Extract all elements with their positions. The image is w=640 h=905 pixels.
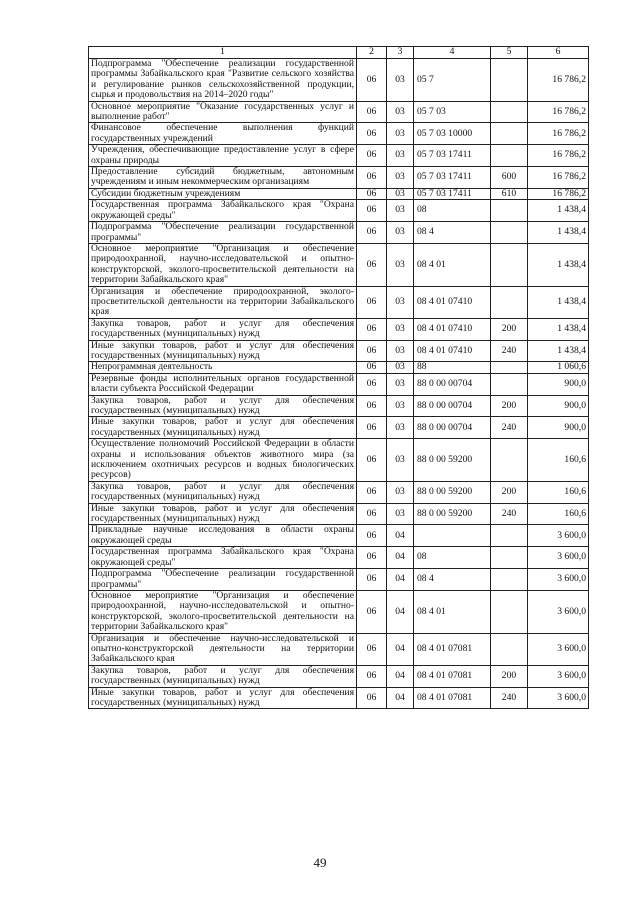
row-name-cell: Организация и обеспечение научно-исследовательской и опытно-конструкторской деятельности на территории Забайкальского края (89, 633, 357, 665)
expense-type-cell: 200 (491, 665, 528, 687)
subsection-cell: 03 (387, 222, 414, 244)
expense-type-cell (491, 547, 528, 569)
amount-cell: 3 600,0 (528, 547, 589, 569)
expense-type-cell: 200 (491, 395, 528, 417)
amount-cell: 160,6 (528, 503, 589, 525)
amount-cell: 1 438,4 (528, 200, 589, 222)
section-cell: 06 (357, 481, 387, 503)
target-article-cell: 05 7 03 10000 (414, 123, 491, 145)
amount-cell: 3 600,0 (528, 590, 589, 633)
section-cell: 06 (357, 373, 387, 395)
table-row (89, 687, 589, 709)
column-header-1: 1 (89, 47, 357, 59)
expense-type-cell: 240 (491, 687, 528, 709)
expense-type-cell (491, 101, 528, 123)
column-header-4: 4 (414, 47, 491, 59)
section-cell: 06 (357, 439, 387, 482)
row-name-cell: Подпрограмма "Обеспечение реализации государственной программы" (89, 569, 357, 591)
target-article-cell: 05 7 03 17411 (414, 188, 491, 199)
subsection-cell: 04 (387, 590, 414, 633)
table-row (89, 362, 589, 373)
amount-cell: 3 600,0 (528, 633, 589, 665)
section-cell: 06 (357, 362, 387, 373)
subsection-cell: 03 (387, 200, 414, 222)
expense-type-cell (491, 123, 528, 145)
amount-cell: 3 600,0 (528, 665, 589, 687)
table-row (89, 101, 589, 123)
target-article-cell: 05 7 03 (414, 101, 491, 123)
subsection-cell: 03 (387, 503, 414, 525)
expense-type-cell: 240 (491, 417, 528, 439)
row-name-cell: Иные закупки товаров, работ и услуг для обеспечения государственных (муниципальных) нужд (89, 417, 357, 439)
subsection-cell: 03 (387, 101, 414, 123)
section-cell: 06 (357, 318, 387, 340)
budget-table (88, 46, 589, 709)
section-cell: 06 (357, 665, 387, 687)
table-row (89, 167, 589, 189)
expense-type-cell: 610 (491, 188, 528, 199)
target-article-cell: 08 4 01 07410 (414, 340, 491, 362)
row-name-cell: Закупка товаров, работ и услуг для обеспечения государственных (муниципальных) нужд (89, 481, 357, 503)
section-cell: 06 (357, 101, 387, 123)
expense-type-cell: 600 (491, 167, 528, 189)
target-article-cell: 08 4 01 07081 (414, 633, 491, 665)
subsection-cell: 03 (387, 188, 414, 199)
amount-cell: 16 786,2 (528, 123, 589, 145)
target-article-cell: 08 4 01 07081 (414, 665, 491, 687)
expense-type-cell (491, 569, 528, 591)
expense-type-cell (491, 525, 528, 547)
table-row (89, 481, 589, 503)
amount-cell: 160,6 (528, 481, 589, 503)
subsection-cell: 03 (387, 286, 414, 318)
section-cell: 06 (357, 243, 387, 286)
section-cell: 06 (357, 395, 387, 417)
amount-cell: 900,0 (528, 373, 589, 395)
subsection-cell: 03 (387, 395, 414, 417)
target-article-cell: 88 0 00 00704 (414, 395, 491, 417)
row-name-cell: Подпрограмма "Обеспечение реализации государственной программы Забайкальского края "Развитие сельского хозяйства и регулирование рынков сельскохозяйственной продукции, сырья и продовольствия на 2014–2020 годы" (89, 59, 357, 102)
amount-cell: 16 786,2 (528, 101, 589, 123)
subsection-cell: 04 (387, 547, 414, 569)
target-article-cell: 88 0 00 59200 (414, 503, 491, 525)
section-cell: 06 (357, 188, 387, 199)
table-row (89, 569, 589, 591)
section-cell: 06 (357, 569, 387, 591)
section-cell: 06 (357, 286, 387, 318)
table-row (89, 547, 589, 569)
target-article-cell: 08 (414, 200, 491, 222)
expense-type-cell (491, 222, 528, 244)
row-name-cell: Предоставление субсидий бюджетным, автономным учреждениям и иным некоммерческим организациям (89, 167, 357, 189)
expense-type-cell (491, 243, 528, 286)
section-cell: 06 (357, 525, 387, 547)
table-row (89, 318, 589, 340)
section-cell: 06 (357, 200, 387, 222)
amount-cell: 1 060,6 (528, 362, 589, 373)
subsection-cell: 03 (387, 417, 414, 439)
amount-cell: 900,0 (528, 417, 589, 439)
table-row (89, 373, 589, 395)
section-cell: 06 (357, 547, 387, 569)
section-cell: 06 (357, 340, 387, 362)
table-row (89, 286, 589, 318)
table-row (89, 633, 589, 665)
amount-cell: 1 438,4 (528, 340, 589, 362)
amount-cell: 1 438,4 (528, 286, 589, 318)
amount-cell: 16 786,2 (528, 145, 589, 167)
row-name-cell: Резервные фонды исполнительных органов государственной власти субъекта Российской Федерации (89, 373, 357, 395)
table-row (89, 525, 589, 547)
subsection-cell: 03 (387, 340, 414, 362)
row-name-cell: Основное мероприятие "Организация и обеспечение природоохранной, научно-исследовательской и опытно-конструкторской, эколого-просветительской деятельности на территории Забайкальского края" (89, 243, 357, 286)
page-number: 49 (313, 855, 327, 870)
subsection-cell: 03 (387, 243, 414, 286)
section-cell: 06 (357, 167, 387, 189)
section-cell: 06 (357, 503, 387, 525)
amount-cell: 900,0 (528, 395, 589, 417)
table-row (89, 395, 589, 417)
expense-type-cell (491, 286, 528, 318)
subsection-cell: 03 (387, 439, 414, 482)
amount-cell: 3 600,0 (528, 569, 589, 591)
section-cell: 06 (357, 590, 387, 633)
table-row (89, 590, 589, 633)
target-article-cell: 08 4 01 (414, 243, 491, 286)
amount-cell: 1 438,4 (528, 318, 589, 340)
row-name-cell: Закупка товаров, работ и услуг для обеспечения государственных (муниципальных) нужд (89, 665, 357, 687)
row-name-cell: Организация и обеспечение природоохранной, эколого-просветительской деятельности на территории Забайкальского края (89, 286, 357, 318)
section-cell: 06 (357, 145, 387, 167)
amount-cell: 1 438,4 (528, 243, 589, 286)
target-article-cell: 88 0 00 00704 (414, 373, 491, 395)
expense-type-cell (491, 633, 528, 665)
table-row (89, 123, 589, 145)
table-row (89, 243, 589, 286)
row-name-cell: Субсидии бюджетным учреждениям (89, 188, 357, 199)
row-name-cell: Закупка товаров, работ и услуг для обеспечения государственных (муниципальных) нужд (89, 318, 357, 340)
row-name-cell: Основное мероприятие "Организация и обеспечение природоохранной, научно-исследовательской и опытно-конструкторской, эколого-просветительской деятельности на территории Забайкальского края" (89, 590, 357, 633)
table-row (89, 503, 589, 525)
row-name-cell: Иные закупки товаров, работ и услуг для обеспечения государственных (муниципальных) нужд (89, 340, 357, 362)
column-header-2: 2 (357, 47, 387, 59)
expense-type-cell: 240 (491, 340, 528, 362)
subsection-cell: 03 (387, 373, 414, 395)
section-cell: 06 (357, 222, 387, 244)
section-cell: 06 (357, 687, 387, 709)
subsection-cell: 04 (387, 633, 414, 665)
amount-cell: 1 438,4 (528, 222, 589, 244)
section-cell: 06 (357, 633, 387, 665)
target-article-cell: 08 4 01 07081 (414, 687, 491, 709)
target-article-cell: 88 0 00 59200 (414, 439, 491, 482)
subsection-cell: 04 (387, 687, 414, 709)
table-row (89, 439, 589, 482)
row-name-cell: Закупка товаров, работ и услуг для обеспечения государственных (муниципальных) нужд (89, 395, 357, 417)
target-article-cell: 08 4 (414, 569, 491, 591)
amount-cell: 16 786,2 (528, 167, 589, 189)
amount-cell: 3 600,0 (528, 525, 589, 547)
target-article-cell: 08 4 01 07410 (414, 318, 491, 340)
expense-type-cell (491, 373, 528, 395)
expense-type-cell (491, 200, 528, 222)
target-article-cell: 05 7 03 17411 (414, 167, 491, 189)
amount-cell: 16 786,2 (528, 188, 589, 199)
row-name-cell: Подпрограмма "Обеспечение реализации государственной программы" (89, 222, 357, 244)
amount-cell: 160,6 (528, 439, 589, 482)
section-cell: 06 (357, 417, 387, 439)
row-name-cell: Иные закупки товаров, работ и услуг для обеспечения государственных (муниципальных) нужд (89, 687, 357, 709)
section-cell: 06 (357, 123, 387, 145)
expense-type-cell: 240 (491, 503, 528, 525)
expense-type-cell (491, 362, 528, 373)
subsection-cell: 03 (387, 362, 414, 373)
row-name-cell: Непрограммная деятельность (89, 362, 357, 373)
table-row (89, 417, 589, 439)
target-article-cell: 88 0 00 00704 (414, 417, 491, 439)
target-article-cell: 08 4 (414, 222, 491, 244)
target-article-cell (414, 525, 491, 547)
subsection-cell: 04 (387, 569, 414, 591)
target-article-cell: 08 4 01 07410 (414, 286, 491, 318)
subsection-cell: 03 (387, 59, 414, 102)
subsection-cell: 03 (387, 167, 414, 189)
subsection-cell: 04 (387, 525, 414, 547)
column-header-6: 6 (528, 47, 589, 59)
section-cell: 06 (357, 59, 387, 102)
expense-type-cell: 200 (491, 481, 528, 503)
expense-type-cell (491, 59, 528, 102)
target-article-cell: 08 (414, 547, 491, 569)
row-name-cell: Государственная программа Забайкальского края "Охрана окружающей среды" (89, 547, 357, 569)
table-row (89, 59, 589, 102)
subsection-cell: 04 (387, 665, 414, 687)
amount-cell: 16 786,2 (528, 59, 589, 102)
row-name-cell: Учреждения, обеспечивающие предоставление услуг в сфере охраны природы (89, 145, 357, 167)
expense-type-cell: 200 (491, 318, 528, 340)
expense-type-cell (491, 590, 528, 633)
table-row (89, 200, 589, 222)
table-row (89, 188, 589, 199)
subsection-cell: 03 (387, 145, 414, 167)
column-header-3: 3 (387, 47, 414, 59)
column-header-5: 5 (491, 47, 528, 59)
row-name-cell: Иные закупки товаров, работ и услуг для обеспечения государственных (муниципальных) нужд (89, 503, 357, 525)
table-header-row (89, 47, 589, 59)
table-row (89, 222, 589, 244)
row-name-cell: Основное мероприятие "Оказание государственных услуг и выполнение работ" (89, 101, 357, 123)
subsection-cell: 03 (387, 123, 414, 145)
row-name-cell: Прикладные научные исследования в области охраны окружающей среды (89, 525, 357, 547)
amount-cell: 3 600,0 (528, 687, 589, 709)
target-article-cell: 88 0 00 59200 (414, 481, 491, 503)
row-name-cell: Осуществление полномочий Российской Федерации в области охраны и использования объектов животного мира (за исключением охотничьих ресурсов и водных биологических ресурсов) (89, 439, 357, 482)
target-article-cell: 08 4 01 (414, 590, 491, 633)
target-article-cell: 05 7 03 17411 (414, 145, 491, 167)
table-row (89, 665, 589, 687)
target-article-cell: 88 (414, 362, 491, 373)
subsection-cell: 03 (387, 318, 414, 340)
expense-type-cell (491, 145, 528, 167)
table-row (89, 145, 589, 167)
expense-type-cell (491, 439, 528, 482)
row-name-cell: Государственная программа Забайкальского края "Охрана окружающей среды" (89, 200, 357, 222)
table-row (89, 340, 589, 362)
target-article-cell: 05 7 (414, 59, 491, 102)
row-name-cell: Финансовое обеспечение выполнения функций государственных учреждений (89, 123, 357, 145)
subsection-cell: 03 (387, 481, 414, 503)
